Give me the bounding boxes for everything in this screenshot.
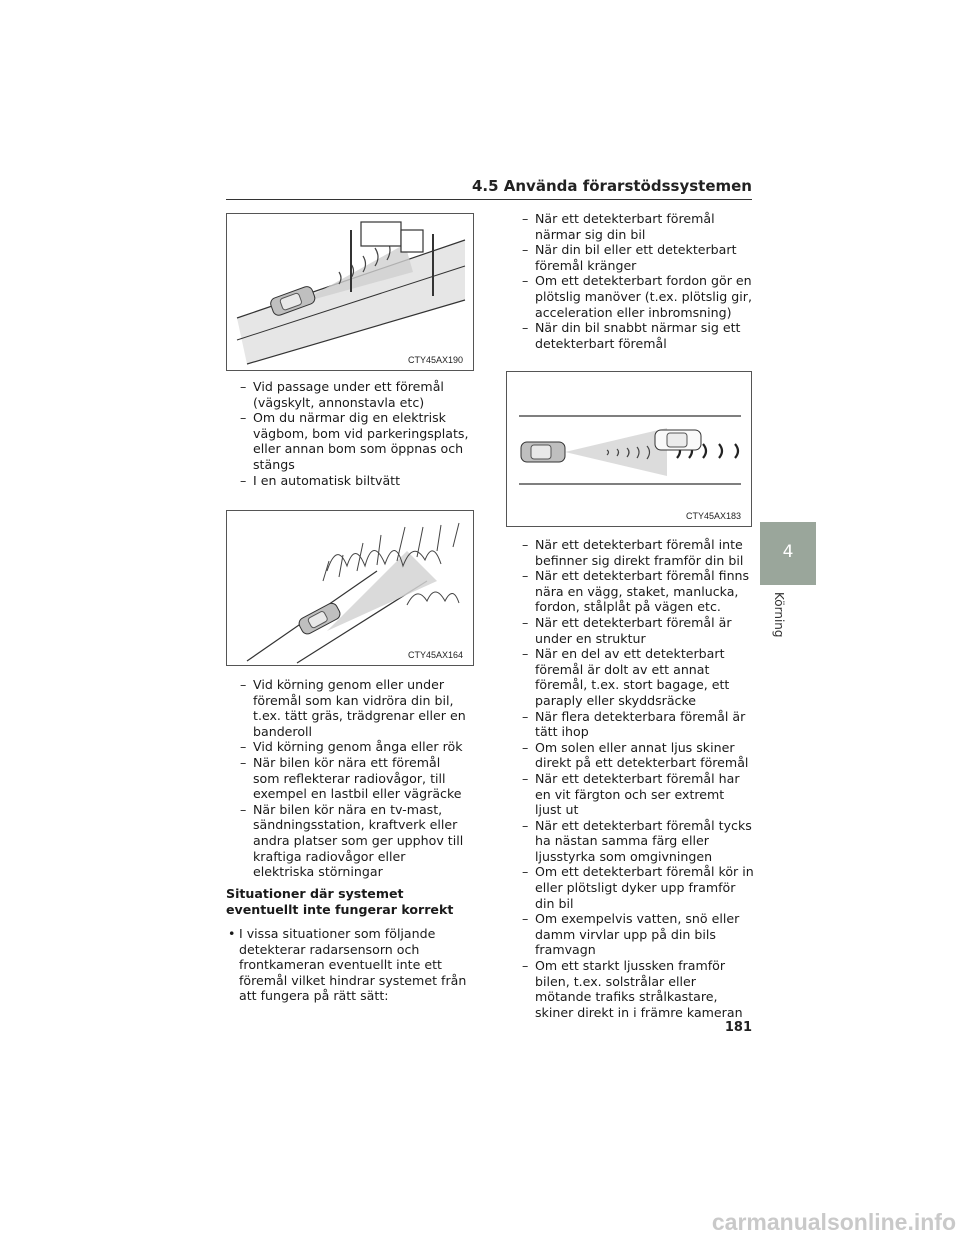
- figure-approaching-vehicle: [506, 371, 752, 527]
- list-item: – När ett detekterbart föremål finns nära en vägg, staket, manlucka, fordon, stålplåt på vägen etc.: [522, 568, 750, 615]
- figure-vegetation: [226, 510, 474, 666]
- list-item: – När ett detekterbart föremål närmar sig din bil: [522, 211, 715, 242]
- list-item: – Om exempelvis vatten, snö eller damm virvlar upp på din bils framvagn: [522, 911, 740, 958]
- list-item: – När ett detekterbart föremål har en vit färgton och ser extremt ljust ut: [522, 770, 740, 818]
- right-list-1: [522, 211, 754, 351]
- figure-code-3: CTY45AX183: [685, 511, 741, 521]
- list-item: – Om solen eller annat ljus skiner direkt på ett detekterbart föremål: [522, 739, 749, 771]
- overhead-sign-illustration: [227, 214, 473, 370]
- approaching-vehicle-illustration: [507, 372, 751, 526]
- list-item: – Om du närmar dig en elektrisk vägbom, bom vid parkeringsplats, eller annan bom som öppnas och stängs: [240, 410, 469, 472]
- right-list-2: [522, 537, 754, 1020]
- subheading-text: Situationer där systemet eventuellt inte fungerar korrekt: [226, 886, 454, 917]
- left-list-2: [240, 677, 470, 880]
- list-item: – Vid körning genom ånga eller rök: [240, 739, 463, 755]
- list-item: – Om ett detekterbart föremål kör in eller plötsligt dyker upp framför din bil: [522, 864, 754, 911]
- list-item: – Vid körning genom eller under föremål som kan vidröra din bil, t.ex. tätt gräs, trädgrenar eller en banderoll: [240, 677, 466, 739]
- list-item: – När bilen kör nära en tv-mast, sändningsstation, kraftverk eller andra platser som ger upphov till kraftiga radiovågor eller elektriska störningar: [240, 801, 464, 880]
- list-item: – När ett detekterbart föremål är under en struktur: [522, 614, 732, 646]
- list-item: – Om ett starkt ljussken framför bilen, t.ex. solstrålar eller mötande trafiks strålkastare, skiner direkt in i främre kameran: [522, 958, 743, 1020]
- bullet-dot: •: [228, 926, 236, 941]
- list-item: – När flera detekterbara föremål är tätt ihop: [522, 708, 746, 740]
- list-item: – När ett detekterbart föremål inte befinner sig direkt framför din bil: [522, 537, 744, 568]
- list-item: – När din bil eller ett detekterbart föremål kränger: [522, 242, 737, 273]
- figure-overhead-sign: [226, 213, 474, 371]
- list-item: – När din bil snabbt närmar sig ett detekterbart föremål: [522, 320, 741, 351]
- bullet-item: • I vissa situationer som följande detekterar radarsensorn och frontkameran eventuellt inte ett föremål vilket hindrar systemet från att fungera på rätt sätt:: [228, 926, 467, 1004]
- page-number: 181: [724, 1020, 752, 1035]
- list-item: – När bilen kör nära ett föremål som reflekterar radiovågor, till exempel en lastbil eller vägräcke: [240, 754, 462, 802]
- header-divider: [226, 199, 752, 200]
- list-item: – Vid passage under ett föremål (vägskylt, annonstavla etc): [240, 379, 444, 410]
- figure-code-2: CTY45AX164: [407, 650, 463, 660]
- list-item: – Om ett detekterbart fordon gör en plötslig manöver (t.ex. plötslig gir, acceleration eller inbromsning): [522, 273, 752, 320]
- intro-bullet: [226, 926, 470, 1004]
- list-item: – I en automatisk biltvätt: [240, 472, 401, 488]
- list-item: – När en del av ett detekterbart föremål är dolt av ett annat föremål, t.ex. stort bagage, ett paraply eller skyddsräcke: [522, 646, 730, 708]
- list-item: – När ett detekterbart föremål tycks ha nästan samma färg eller ljusstyrka som omgivningen: [522, 817, 752, 864]
- section-header: 4.5 Använda förarstödssystemen: [471, 177, 752, 195]
- left-list-1: [240, 379, 470, 488]
- figure-code-1: CTY45AX190: [407, 355, 463, 365]
- watermark: carmanualsonline.info: [711, 1209, 956, 1235]
- chapter-number: 4: [782, 542, 794, 562]
- chapter-label: Körning: [772, 592, 786, 638]
- vegetation-illustration: [227, 511, 473, 665]
- section-subheading: [226, 886, 470, 917]
